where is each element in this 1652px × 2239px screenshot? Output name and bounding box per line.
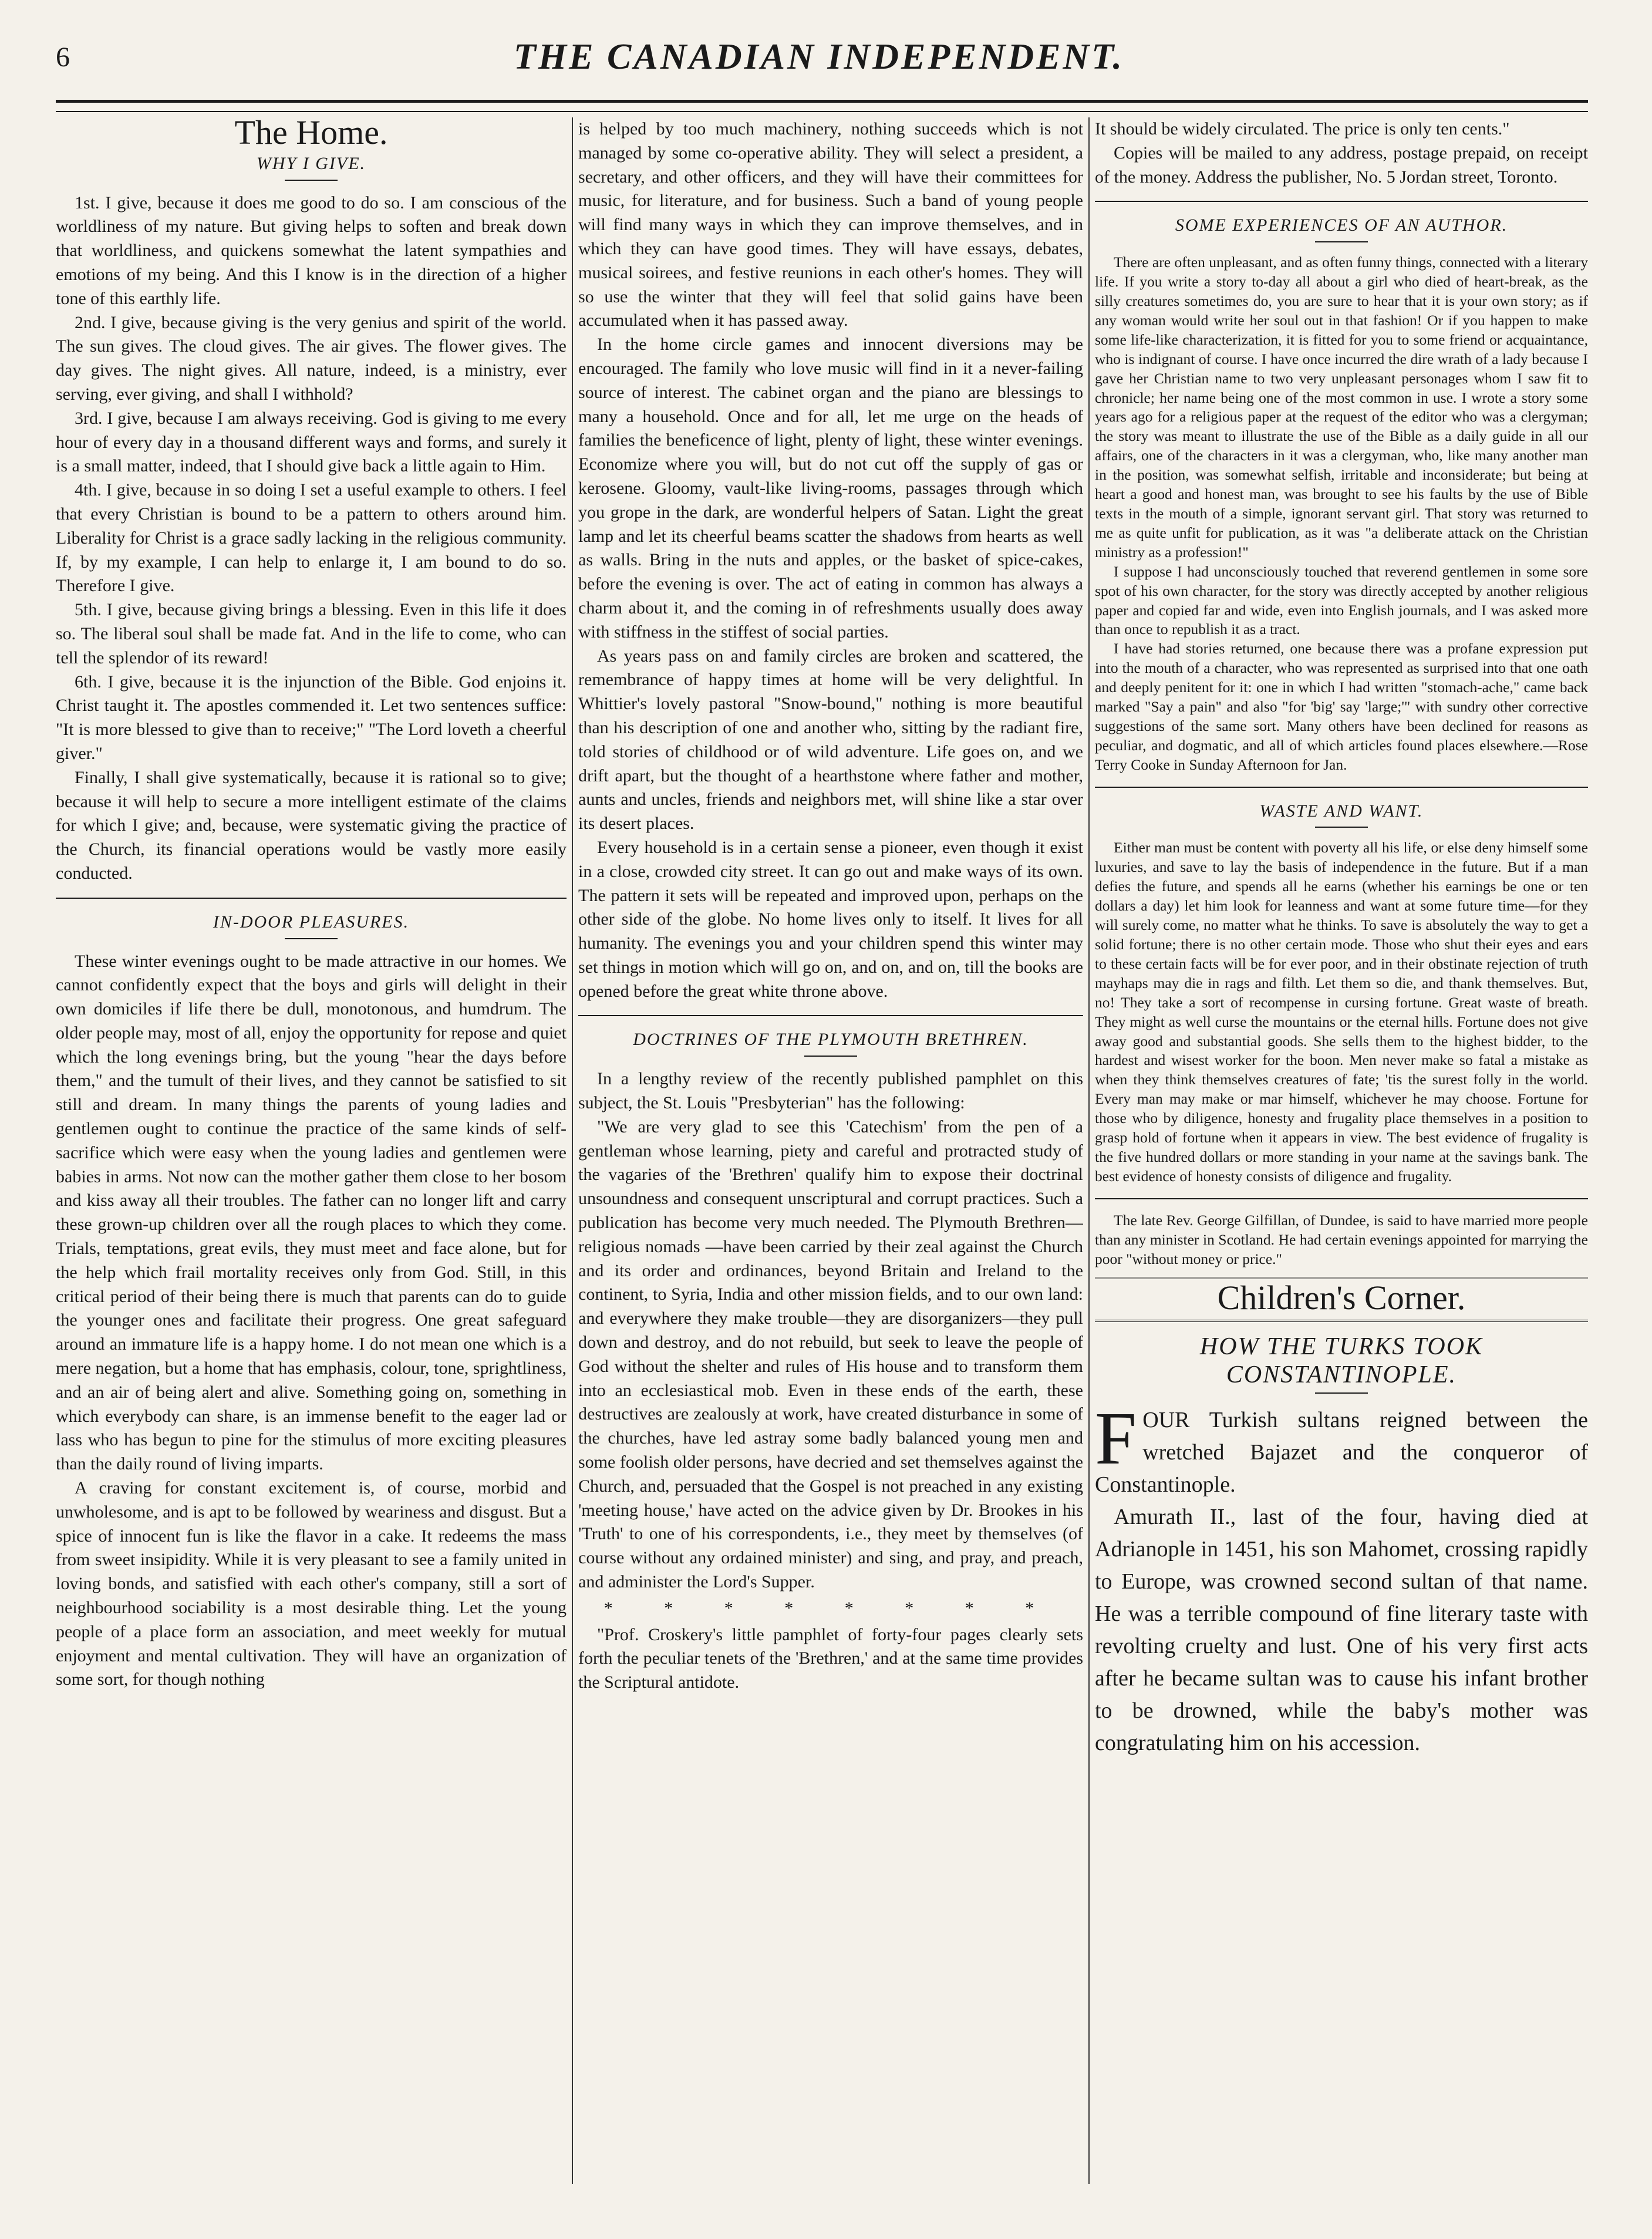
department-heading-home: The Home.	[234, 117, 388, 151]
article-title-waste-and-want: WASTE AND WANT.	[1259, 801, 1424, 821]
paragraph: I have had stories returned, one because there was a profane expression put into the mouth of a character, who was represented as surprised into that one oath and deeply penitent for it: one in which I had written "stomach-ache," came back marked "Say a pain" and also "for 'big' say 'large;'" with sundry other corrective suggestions of the same sort. Many others have been declined for reasons as peculiar, and dogmatic, and all of which articles found places elsewhere.—Rose Terry Cooke in Sunday Afternoon for Jan.	[1095, 640, 1588, 773]
page-header	[56, 23, 1582, 82]
paragraph: There are often unpleasant, and as often funny things, connected with a literary life. If you write a story to-day all about a girl who died of heart-break, as the silly creatures sometimes do, you are sure to hear that it is your own story; as if any woman would write her soul out in that fashion! Or if you happen to make some life-like characterization, it is fitted for you to some friend or acquaintance, who is indignant of course. I have once incurred the dire wrath of a lady because I gave her Christian name to two very unpleasant personages whom I saw fit to chronicle; her name being one of the most common in use. I wrote a story some years ago for a religious paper at the request of the editor who was a clergyman; the story was meant to illustrate the use of the Bible as a daily guide in all our affairs, one of the characters in it was a clergyman, who, like many another man in the position, was somewhat selfish, irritable and inconsiderate; but being at heart a good and honest man, was brought to see his faults by the use of Bible texts in the mouth of a simple, ignorant servant girl. That story was returned to me as quite unfit for publication, as it was "a deliberate attack on the Christian ministry as a profession!"	[1095, 254, 1588, 561]
article-title-indoor-pleasures: IN-DOOR PLEASURES.	[213, 912, 410, 932]
drop-cap: F	[1095, 1397, 1137, 1481]
title-rule	[1315, 827, 1368, 828]
paragraph: is helped by too much machinery, nothing succeeds which is not managed by some co-operative ability. They will select a president, a secretary, and other officers, and they will have their committees for music, for literature, and for business. Such a band of young people will find many ways in which they can improve themselves, and in which they can have good times. They will have essays, debates, musical soirees, and festive reunions in each other's homes. They will so use the winter that they will feel that solid gains have been accumulated when it has passed away.	[578, 119, 1083, 331]
asterism: * * * * * * * *	[604, 1598, 1058, 1618]
article-separator	[1095, 787, 1588, 788]
paragraph: A craving for constant excitement is, of course, morbid and unwholesome, and is apt to be followed by weariness and disgust. But a spice of innocent fun is like the flavor in a cake. It redeems the mass from sweet insipidity. While it is very pleasant to see a family united in loving bonds, and satisfied with each other's company, still a sort of neighbourhood sociability is a most desirable thing. Let the young people of a place form an association, and meet weekly for mutual enjoyment and mental cultivation. They will have an organization of some sort, for though nothing	[56, 1478, 567, 1690]
article-separator	[1095, 201, 1588, 202]
paragraph: These winter evenings ought to be made attractive in our homes. We cannot confidently expect that the boys and girls will delight in their own domiciles if life there be dull, monotonous, and humdrum. The older people may, most of all, enjoy the opportunity for repose and quiet which the long evenings bring, but the young "hear the days before them," and the tumult of their lives, and they cannot be satisfied to sit still and dream. In many things the parents of young ladies and gentlemen ought to continue the practice of the same kinds of self-sacrifice which were easy when the young ladies and gentlemen were babies in arms. Not now can the mother gather them close to her bosom and kiss away all their troubles. The father can no longer lift and carry these grown-up children over all the rough places to which they come. Trials, temptations, great evils, they must meet and face alone, but for the help which frail mortality receives only from God. Still, in this critical period of their being there is much that parents can do to guide the younger ones and facilitate their progress. One great safeguard around an immature life is a happy home. I do not mean one which is a mere negation, but a home that has emphasis, colour, tone, sprightliness, and an air of being alert and alive. Something going on, something in which everybody can share, is an immense benefit to the eager lad or lass who has begun to pine for the stimulus of more exciting pleasures than the daily round of living imparts.	[56, 951, 567, 1474]
paragraph: Finally, I shall give systematically, because it is rational so to give; because it will help to secure a more intelligent estimate of the claims for which I give; and, because, were systematic giving the practice of the Church, its financial operations would be vastly more easily conducted.	[56, 767, 567, 883]
paragraph: Amurath II., last of the four, having died at Adrianople in 1451, his son Mahomet, crossing rapidly to Europe, was crowned second sultan of that name. He was a terrible compound of fine literary taste with revolting cruelty and lust. One of his very first acts after he became sultan was to cause his infant brother to be drowned, while the baby's mother was congratulating him on his accession.	[1095, 1505, 1588, 1756]
paragraph: "We are very glad to see this 'Catechism' from the pen of a gentleman whose learning, piety and careful and protracted study of the vagaries of the 'Brethren' qualify him to expose their doctrinal unsoundness and consequent unscriptural and corrupt practices. Such a publication has become very much needed. The Plymouth Brethren—religious nomads —have been carried by their zeal against the Church and its order and ordinances, beyond Britain and Ireland to the continent, to Syria, India and other mission fields, and to our own land: and everywhere they make trouble—they are disorganizers—they pull down and destroy, and do not rebuild, but seek to leave the people of God without the shelter and rules of His house and to transform them into an ecclesiastical mob. Even in these ends of the earth, these destructives are zealously at work, have created disturbance in some of the churches, have led astray some badly balanced young men and some foolish older persons, have decried and set themselves against the Church, and, persuaded that the Gospel is not preached in any existing 'meeting house,' have acted on the advice given by Dr. Brookes in his 'Truth' to one of his correspondents, i.e., they meet by themselves (of course without any ordained minister) and sing, and pray, and preach, and administer the Lord's Supper.	[578, 1117, 1083, 1592]
column-divider	[572, 117, 573, 2184]
paragraph: 5th. I give, because giving brings a blessing. Even in this life it does so. The liberal soul shall be made fat. And in the life to come, who can tell the splendor of its reward!	[56, 600, 567, 667]
title-rule	[804, 1056, 857, 1057]
header-rule	[56, 100, 1588, 112]
column-3	[1095, 117, 1588, 2201]
paragraph: 4th. I give, because in so doing I set a useful example to others. I feel that every Christian is bound to be a pattern to others around him. Liberality for Christ is a grace sadly lacking in the religious community. If, by my example, I can help to enlarge it, I am bound to do so. Therefore I give.	[56, 480, 567, 596]
column-divider	[1088, 117, 1090, 2184]
article-separator	[1095, 1198, 1588, 1199]
article-title-turks: HOW THE TURKS TOOK CONSTANTINOPLE.	[1199, 1333, 1484, 1389]
masthead: THE CANADIAN INDEPENDENT.	[514, 37, 1124, 77]
article-title-experiences: SOME EXPERIENCES OF AN AUTHOR.	[1175, 215, 1508, 235]
article-separator	[578, 1015, 1083, 1016]
department-heading-childrens-corner: Children's Corner.	[1217, 1279, 1466, 1317]
paragraph: Either man must be content with poverty all his life, or else deny himself some luxuries, and save to lay the basis of independence in the future. But if a man defies the future, and spends all he earns (whether his earnings be one or ten dollars a day) let him look for leanness and want at some future time—for they will surely come, no matter what he thinks. To save is absolutely the way to get a solid fortune; there is no other certain mode. Those who shut their eyes and ears to these certain facts will be for ever poor, and in their obstinate rejection of truth mayhaps may die in rags and filth. Let them so die, and thank themselves. But, no! They take a sort of recompense in cursing fortune. Great waste of breath. They might as well curse the mountains or the eternal hills. Fortune does not give away good and substantial goods. She sells them to the highest bidder, to the hardest and wisest worker for the boon. Men never make so fatal a mistake as when they think themselves creatures of fate; 'tis the surest folly in the world. Every man may make or mar himself, whichever he may choose. Fortune for those who by diligence, honesty and frugality place themselves in a position to grasp hold of fortune when it appears in view. The best evidence of frugality is the five hundred dollars or more standing in your name at the savings bank. The best evidence of honesty consists of diligence and frugality.	[1095, 839, 1588, 1185]
paragraph: It should be widely circulated. The price is only ten cents."	[1095, 119, 1510, 139]
article-title-why-i-give: WHY I GIVE.	[256, 153, 366, 173]
paragraph	[1095, 1397, 1588, 1501]
gilfillan-note: The late Rev. George Gilfillan, of Dundee, is said to have married more people than any minister in Scotland. He had certain evenings appointed for marrying the poor "without money or price."	[1095, 1211, 1588, 1267]
column-2	[578, 117, 1083, 2201]
title-rule	[1315, 241, 1368, 242]
paragraph: I suppose I had unconsciously touched that reverend gentlemen in some sore spot of his own character, for the story was directly accepted by another religious paper and copied far and wide, even into English journals, and I was asked more than once to republish it as a tract.	[1095, 562, 1588, 638]
column-1	[56, 117, 567, 2201]
paragraph: 2nd. I give, because giving is the very genius and spirit of the world. The sun gives. The cloud gives. The air gives. The flower gives. The day gives. The night gives. All nature, indeed, is a ministry, ever serving, ever giving, and shall I withhold?	[56, 312, 567, 404]
paragraph: 6th. I give, because it is the injunction of the Bible. God enjoins it. Christ taught it. The apostles commended it. Let two sentences suffice: "It is more blessed to give than to receive;" "The Lord loveth a cheerful giver."	[56, 672, 567, 763]
article-separator	[56, 898, 567, 899]
article-title-plymouth-brethren: DOCTRINES OF THE PLYMOUTH BRETHREN.	[633, 1030, 1029, 1050]
paragraph: "Prof. Croskery's little pamphlet of forty-four pages clearly sets forth the peculiar tenets of the 'Brethren,' and at the same time provides the Scriptural antidote.	[578, 1624, 1083, 1692]
page-number: 6	[56, 42, 70, 73]
paragraph: 3rd. I give, because I am always receiving. God is giving to me every hour of every day in a thousand different ways and forms, and surely it is a small matter, indeed, that I should give back a little again to Him.	[56, 408, 567, 476]
title-rule	[1315, 1392, 1368, 1394]
paragraph: In the home circle games and innocent diversions may be encouraged. The family who love music will find in it a never-failing source of interest. The cabinet organ and the piano are blessings to many a household. Once and for all, let me urge on the heads of families the beneficence of light, plenty of light, these winter evenings. Economize where you will, but do not cut off the supply of gas or kerosene. Gloomy, vault-like living-rooms, passages through which you grope in the dark, are wonderful helpers of Satan. Light the great lamp and let its cheerful beams scatter the shadows from hearts as well as walls. Bring in the nuts and apples, or the basket of spice-cakes, before the evening is over. The act of eating in common has always a charm about it, and the coming in of refreshments usually does away with stiffness in the stiffest of social parties.	[578, 335, 1083, 642]
paragraph: Every household is in a certain sense a pioneer, even though it exist in a close, crowded city street. It can go out and make ways of its own. The pattern it sets will be repeated and improved upon, perhaps on the other side of the globe. No home lives only to itself. It lives for all humanity. The evenings you and your children spend this winter may set things in motion which will go on, and on, and on, till the books are opened before the great white throne above.	[578, 837, 1083, 1001]
paragraph: Copies will be mailed to any address, postage prepaid, on receipt of the money. Address the publisher, No. 5 Jordan street, Toronto.	[1095, 143, 1588, 187]
paragraph: In a lengthy review of the recently published pamphlet on this subject, the St. Louis "Presbyterian" has the following:	[578, 1069, 1083, 1113]
paragraph: 1st. I give, because it does me good to do so. I am conscious of the worldliness of my nature. But giving helps to soften and break down that worldliness, and quickens somewhat the latent sympathies and emotions of my being. And this I know is in the direction of a higher tone of this earthly life.	[56, 193, 567, 308]
paragraph-text: OUR Turkish sultans reigned between the wretched Bajazet and the conqueror of Constantinople.	[1095, 1408, 1588, 1498]
childrens-corner-banner	[1095, 1277, 1588, 1322]
title-rule	[285, 938, 338, 939]
paragraph: As years pass on and family circles are broken and scattered, the remembrance of happy times at home will be very delightful. In Whittier's lovely pastoral "Snow-bound," nothing is more beautiful than his description of one and another who, sitting by the radiant fire, told stories of childhood or of wild adventure. Life goes on, and we drift apart, but the thought of a hearthstone where father and mother, aunts and uncles, friends and neighbors met, will shine like a star over its desert places.	[578, 646, 1083, 834]
title-rule	[285, 180, 338, 181]
